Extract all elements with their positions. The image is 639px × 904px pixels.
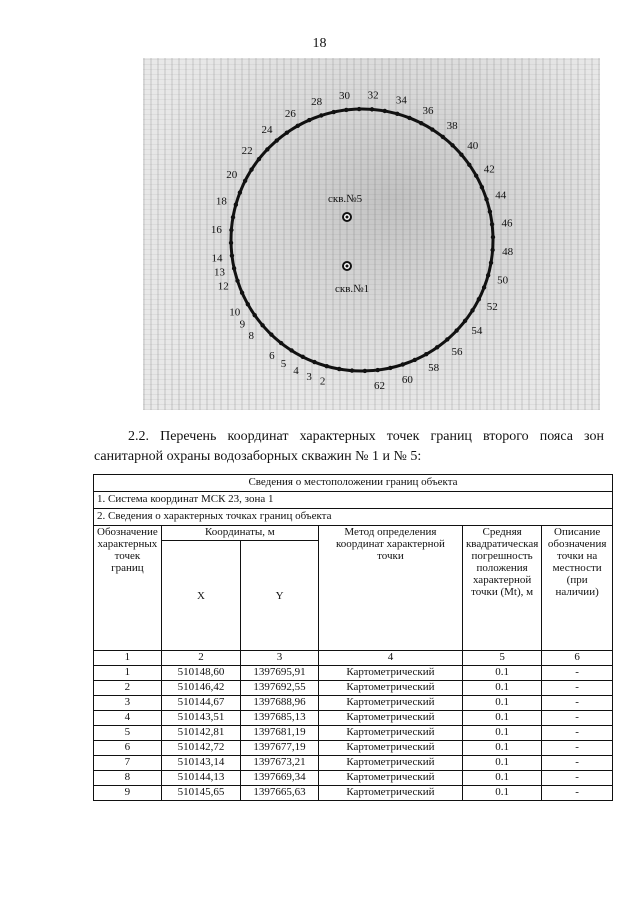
cell-y: 1397677,19 (241, 741, 319, 756)
vertex-marker (312, 360, 316, 364)
column-number-row (94, 651, 613, 666)
cell-y: 1397688,96 (241, 696, 319, 711)
cell-mt: 0.1 (462, 726, 541, 741)
cell-point-number: 4 (94, 711, 162, 726)
section-heading: 2.2. Перечень координат характерных точек границ второго пояса зон санитарной охраны водозаборных скважин № 1 и № 5: (94, 429, 604, 464)
cell-x: 510143,51 (161, 711, 240, 726)
vertex-marker (230, 253, 234, 257)
vertex-marker (344, 108, 348, 112)
point-label: 44 (495, 189, 507, 202)
cell-point-number: 8 (94, 771, 162, 786)
point-label: 60 (401, 373, 413, 386)
point-label: 46 (501, 217, 513, 230)
cell-mt: 0.1 (462, 741, 541, 756)
vertex-marker (450, 143, 454, 147)
cell-y: 1397665,63 (241, 786, 319, 801)
vertex-marker (249, 167, 253, 171)
vertex-marker (269, 332, 273, 336)
vertex-marker (240, 291, 244, 295)
vertex-marker (441, 135, 445, 139)
vertex-marker (435, 345, 439, 349)
vertex-marker (296, 124, 300, 128)
vertex-marker (357, 107, 361, 111)
cell-method: Картометрический (318, 741, 462, 756)
boundary-map (143, 58, 600, 410)
vertex-marker (289, 348, 293, 352)
vertex-marker (375, 368, 379, 372)
cell-method: Картометрический (318, 756, 462, 771)
cell-y: 1397692,55 (241, 681, 319, 696)
vertex-marker (419, 121, 423, 125)
boundary-circle (231, 109, 493, 371)
table-row (94, 756, 613, 771)
cell-mt: 0.1 (462, 786, 541, 801)
cell-method: Картометрический (318, 771, 462, 786)
point-label: 18 (215, 195, 227, 208)
cell-x: 510146,42 (161, 681, 240, 696)
header-point: Обозначение характерных точек границ (94, 526, 162, 651)
point-label: 48 (502, 246, 514, 259)
cell-x: 510144,13 (161, 771, 240, 786)
vertex-marker (445, 337, 449, 341)
vertex-marker (229, 241, 233, 245)
vertex-marker (484, 197, 488, 201)
characteristic-points-row: 2. Сведения о характерных точках границ объекта (94, 509, 613, 526)
vertex-marker (257, 157, 261, 161)
cell-x: 510145,65 (161, 786, 240, 801)
vertex-marker (486, 273, 490, 277)
point-label: 34 (395, 94, 407, 107)
header-description: Описание обозначения точки на местности (при наличии) (542, 526, 613, 651)
vertex-marker (490, 248, 494, 252)
point-label: 14 (211, 252, 223, 265)
vertex-marker (463, 319, 467, 323)
cell-method: Картометрический (318, 726, 462, 741)
header-y: Y (241, 541, 319, 651)
vertex-marker (238, 190, 242, 194)
header-method: Метод определения координат характерной точки (318, 526, 462, 651)
point-label: 24 (261, 124, 273, 137)
cell-description: - (542, 666, 613, 681)
point-label: 38 (446, 120, 458, 133)
point-label: 58 (428, 362, 440, 375)
vertex-marker (243, 179, 247, 183)
cell-description: - (542, 711, 613, 726)
well-5-label: скв.№5 (328, 193, 363, 205)
point-label: 5 (280, 358, 287, 371)
point-label: 36 (422, 104, 434, 117)
cell-description: - (542, 726, 613, 741)
point-label: 28 (311, 96, 323, 109)
point-label: 8 (248, 330, 254, 343)
vertex-marker (430, 127, 434, 131)
point-label: 6 (269, 349, 275, 362)
cell-y: 1397681,19 (241, 726, 319, 741)
vertex-marker (234, 203, 238, 207)
column-number: 1 (94, 651, 162, 666)
column-number: 3 (241, 651, 319, 666)
vertex-marker (363, 369, 367, 373)
vertex-marker (307, 118, 311, 122)
vertex-marker (301, 355, 305, 359)
cell-x: 510142,81 (161, 726, 240, 741)
cell-point-number: 7 (94, 756, 162, 771)
vertex-marker (252, 313, 256, 317)
point-label: 13 (213, 266, 225, 279)
point-label: 20 (226, 169, 238, 182)
coordinate-system-row: 1. Система координат МСК 23, зона 1 (94, 492, 613, 509)
point-label: 10 (229, 306, 241, 319)
point-label: 40 (467, 139, 479, 152)
vertex-marker (319, 113, 323, 117)
vertex-marker (370, 107, 374, 111)
cell-point-number: 9 (94, 786, 162, 801)
cell-mt: 0.1 (462, 771, 541, 786)
point-label: 56 (451, 345, 463, 358)
cell-description: - (542, 681, 613, 696)
cell-y: 1397685,13 (241, 711, 319, 726)
cell-method: Картометрический (318, 681, 462, 696)
coordinates-table (93, 474, 613, 801)
point-label: 42 (483, 163, 495, 176)
vertex-marker (454, 328, 458, 332)
cell-method: Картометрический (318, 786, 462, 801)
vertex-marker (265, 147, 269, 151)
table-title: Сведения о местоположении границ объекта (94, 475, 613, 492)
cell-method: Картометрический (318, 711, 462, 726)
cell-method: Картометрический (318, 696, 462, 711)
vertex-marker (490, 222, 494, 226)
vertex-marker (413, 358, 417, 362)
vertex-marker (337, 367, 341, 371)
table-row (94, 711, 613, 726)
point-label-group (211, 89, 514, 392)
cell-mt: 0.1 (462, 681, 541, 696)
vertex-marker (489, 261, 493, 265)
header-x: X (161, 541, 240, 651)
point-label: 22 (241, 144, 253, 157)
vertex-marker (459, 153, 463, 157)
table-row (94, 771, 613, 786)
point-label: 9 (239, 318, 246, 331)
point-label: 16 (210, 223, 222, 236)
cell-description: - (542, 786, 613, 801)
well-1-center (346, 265, 349, 268)
cell-y: 1397669,34 (241, 771, 319, 786)
vertex-marker (229, 228, 233, 232)
vertex-marker (232, 266, 236, 270)
point-label: 52 (486, 300, 498, 313)
cell-description: - (542, 741, 613, 756)
vertex-marker (350, 368, 354, 372)
point-label: 62 (373, 379, 385, 392)
well-1-label: скв.№1 (335, 283, 370, 295)
column-number: 5 (462, 651, 541, 666)
cell-point-number: 3 (94, 696, 162, 711)
page-number: 18 (312, 36, 327, 51)
vertex-marker (275, 138, 279, 142)
table-body (94, 666, 613, 801)
vertex-marker (260, 323, 264, 327)
cell-x: 510144,67 (161, 696, 240, 711)
point-label: 26 (284, 107, 296, 120)
table-row (94, 681, 613, 696)
table-row (94, 666, 613, 681)
vertex-marker (231, 215, 235, 219)
cell-point-number: 5 (94, 726, 162, 741)
cell-method: Картометрический (318, 666, 462, 681)
vertex-marker (285, 130, 289, 134)
vertex-marker (477, 297, 481, 301)
point-label: 32 (367, 89, 379, 102)
table-row (94, 726, 613, 741)
cell-description: - (542, 771, 613, 786)
point-label: 30 (339, 90, 351, 103)
cell-y: 1397673,21 (241, 756, 319, 771)
vertex-marker (383, 109, 387, 113)
vertex-marker (480, 185, 484, 189)
cell-point-number: 2 (94, 681, 162, 696)
table-row (94, 741, 613, 756)
vertex-marker (491, 235, 495, 239)
table-row (94, 696, 613, 711)
cell-y: 1397695,91 (241, 666, 319, 681)
point-label: 2 (319, 375, 326, 388)
cell-mt: 0.1 (462, 711, 541, 726)
table-row (94, 786, 613, 801)
column-number: 2 (161, 651, 240, 666)
cell-mt: 0.1 (462, 756, 541, 771)
cell-description: - (542, 696, 613, 711)
column-number: 6 (542, 651, 613, 666)
cell-mt: 0.1 (462, 666, 541, 681)
point-label: 12 (217, 280, 229, 293)
vertex-marker (407, 116, 411, 120)
cell-x: 510148,60 (161, 666, 240, 681)
cell-mt: 0.1 (462, 696, 541, 711)
vertex-marker (467, 163, 471, 167)
point-label: 54 (471, 325, 483, 338)
column-number: 4 (318, 651, 462, 666)
point-label: 50 (497, 274, 509, 287)
well-5-center (346, 216, 349, 219)
vertex-marker (395, 112, 399, 116)
vertex-marker (388, 366, 392, 370)
vertex-marker (424, 352, 428, 356)
header-coordinates: Координаты, м (161, 526, 318, 541)
vertex-marker (279, 341, 283, 345)
cell-point-number: 6 (94, 741, 162, 756)
map-drawing (143, 58, 600, 410)
cell-x: 510142,72 (161, 741, 240, 756)
vertex-marker (246, 302, 250, 306)
vertex-marker (488, 209, 492, 213)
vertex-marker (401, 362, 405, 366)
vertex-marker (474, 174, 478, 178)
cell-x: 510143,14 (161, 756, 240, 771)
vertex-marker (331, 110, 335, 114)
header-error: Средняя квадратическая погрешность положения характерной точки (Mt), м (462, 526, 541, 651)
vertex-marker (482, 285, 486, 289)
cell-description: - (542, 756, 613, 771)
cell-point-number: 1 (94, 666, 162, 681)
point-label: 3 (306, 371, 312, 384)
vertex-marker (325, 364, 329, 368)
vertex-marker (235, 279, 239, 283)
point-label: 4 (293, 365, 299, 378)
vertex-marker (470, 308, 474, 312)
